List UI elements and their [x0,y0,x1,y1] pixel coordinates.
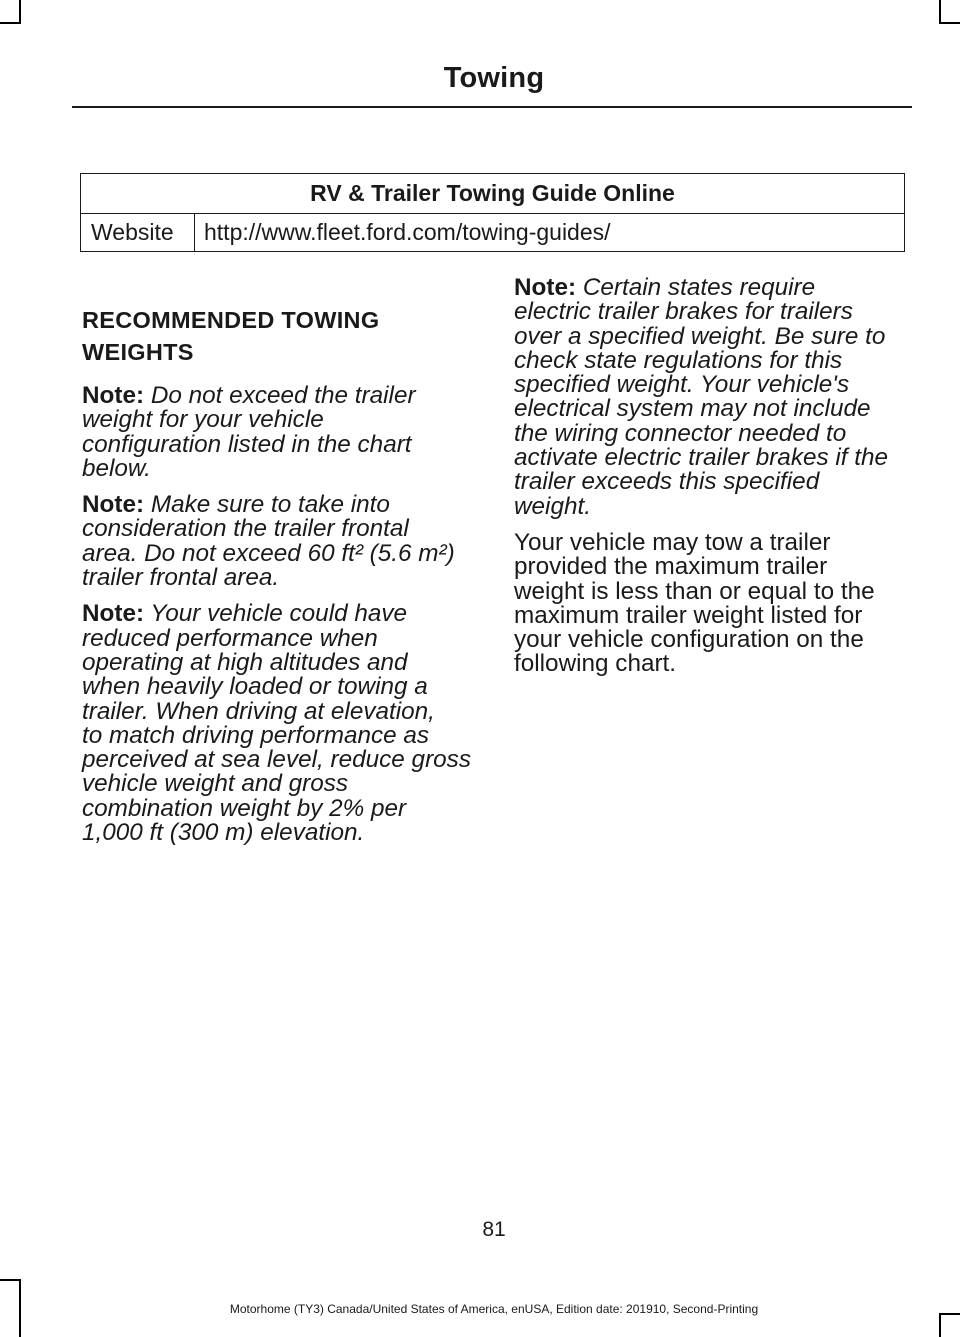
body-paragraph: Your vehicle may tow a trailer provided the maximum trailer weight is less than or equal to the maximum trailer weight listed for your vehicle configuration on the following chart. [514,528,875,678]
section-heading: RECOMMENDED TOWING WEIGHTS [82,307,380,365]
page-footer: Motorhome (TY3) Canada/United States of America, enUSA, Edition date: 201910, Second-Printing [229,1302,759,1316]
note-label: Note: [82,600,145,628]
page-title: Towing [443,62,545,94]
right-column [514,276,914,677]
website-link[interactable]: http://www.fleet.ford.com/towing-guides/ [195,214,905,252]
towing-guide-table [80,173,905,252]
note-1: Note: Do not exceed the trailer weight for your vehicle configuration listed in the chart below. [82,382,416,482]
crop-mark [939,22,960,24]
page-number: 81 [482,1218,506,1241]
crop-mark [0,22,21,24]
table-header-row [81,174,905,214]
crop-mark [0,1279,21,1281]
note-3: Note: Your vehicle could have reduced performance when operating at high altitudes and when heavily loaded or towing a trailer. When driving at elevation, to match driving performance as perceived at sea level, reduce gross vehicle weight and gross combination weight by 2% per 1,000 ft (300 m) elevation. [82,600,471,847]
note-label: Note: [82,382,145,409]
table-cell-label: Website [81,214,195,252]
table-row [81,214,905,252]
note-label: Note: [514,274,577,301]
note-label: Note: [82,491,145,519]
table-title: RV & Trailer Towing Guide Online [81,174,905,214]
crop-mark [19,0,21,24]
crop-mark [939,1313,941,1337]
note-4: Note: Certain states require electric trailer brakes for trailers over a specified weight. Be sure to check state regulations for this specified weight. Your vehicle's electrical system may not include the wiring connector needed to activate electric trailer brakes if the trailer exceeds this specified weight. [514,274,889,520]
left-column [82,304,482,845]
header-divider [72,106,912,108]
note-2: Note: Make sure to take into consideration the trailer frontal area. Do not exceed 60 ft² (5.6 m²) trailer frontal area. [82,491,455,592]
crop-mark [939,0,941,24]
